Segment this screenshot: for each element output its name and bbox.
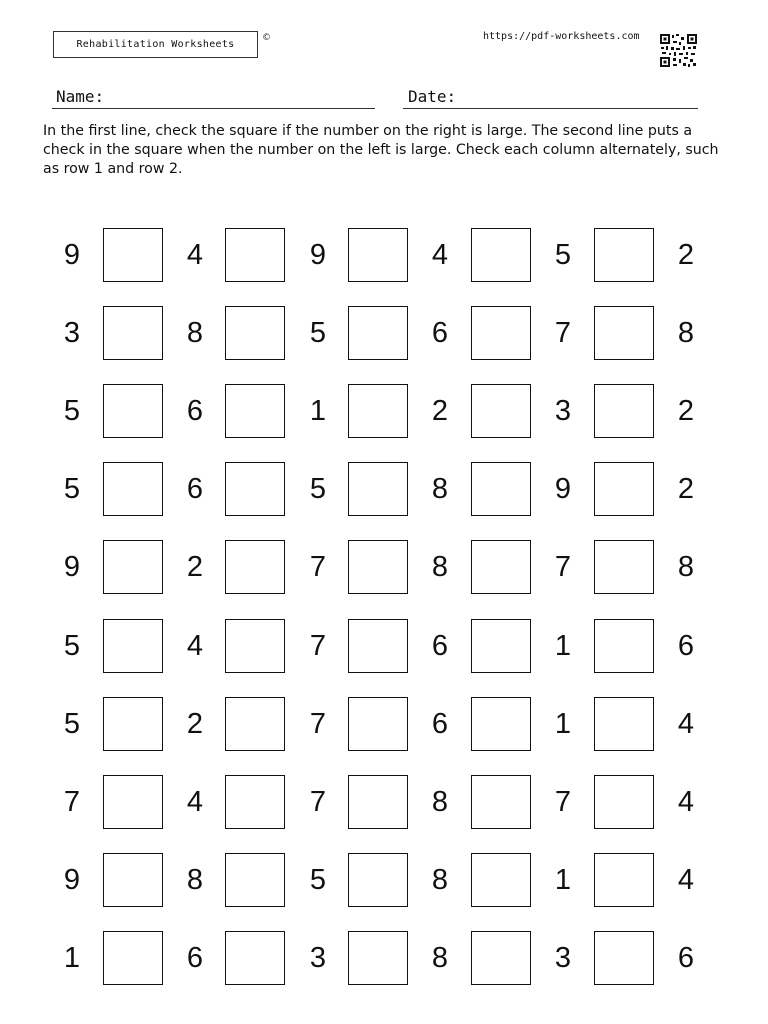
row-4-checkbox-2[interactable] xyxy=(225,462,285,516)
row-6-checkbox-2[interactable] xyxy=(225,619,285,673)
row-3-checkbox-1[interactable] xyxy=(103,384,163,438)
row-9-number-3: 5 xyxy=(309,863,327,896)
row-1-checkbox-5[interactable] xyxy=(594,228,654,282)
row-1-checkbox-2[interactable] xyxy=(225,228,285,282)
row-9-number-5: 1 xyxy=(554,863,572,896)
row-4-checkbox-4[interactable] xyxy=(471,462,531,516)
row-2-number-6: 8 xyxy=(677,317,695,350)
row-3-checkbox-3[interactable] xyxy=(348,384,408,438)
row-2-number-1: 3 xyxy=(63,317,81,350)
row-6-checkbox-4[interactable] xyxy=(471,619,531,673)
row-3-checkbox-4[interactable] xyxy=(471,384,531,438)
row-7-number-1: 5 xyxy=(63,707,81,740)
row-8-number-3: 7 xyxy=(309,785,327,818)
row-10-number-1: 1 xyxy=(63,941,81,974)
row-1-checkbox-1[interactable] xyxy=(103,228,163,282)
row-6-number-6: 6 xyxy=(677,629,695,662)
row-2-checkbox-2[interactable] xyxy=(225,306,285,360)
row-9-number-2: 8 xyxy=(186,863,204,896)
row-3-number-4: 2 xyxy=(431,395,449,428)
row-1-number-6: 2 xyxy=(677,239,695,271)
row-9-checkbox-1[interactable] xyxy=(103,853,163,907)
row-6-number-1: 5 xyxy=(63,629,81,662)
row-4-checkbox-5[interactable] xyxy=(594,462,654,516)
row-1-checkbox-3[interactable] xyxy=(348,228,408,282)
row-10-checkbox-2[interactable] xyxy=(225,931,285,985)
row-4-checkbox-1[interactable] xyxy=(103,462,163,516)
row-8-checkbox-3[interactable] xyxy=(348,775,408,829)
row-2-number-2: 8 xyxy=(186,317,204,350)
row-10-checkbox-1[interactable] xyxy=(103,931,163,985)
row-1-checkbox-4[interactable] xyxy=(471,228,531,282)
row-8-number-2: 4 xyxy=(186,785,204,818)
row-8-checkbox-4[interactable] xyxy=(471,775,531,829)
row-3-number-5: 3 xyxy=(554,395,572,428)
row-6-number-5: 1 xyxy=(554,629,572,662)
row-5-number-6: 8 xyxy=(677,551,695,584)
row-2-number-5: 7 xyxy=(554,317,572,350)
name-label: Name: xyxy=(56,87,105,106)
row-8-number-4: 8 xyxy=(431,785,449,818)
row-6-number-2: 4 xyxy=(186,629,204,662)
row-8-checkbox-1[interactable] xyxy=(103,775,163,829)
row-6-number-3: 7 xyxy=(309,629,327,662)
row-5-number-2: 2 xyxy=(186,551,204,584)
row-9-checkbox-2[interactable] xyxy=(225,853,285,907)
worksheet-title: Rehabilitation Worksheets xyxy=(53,31,258,58)
row-3-number-2: 6 xyxy=(186,395,204,428)
row-9-checkbox-4[interactable] xyxy=(471,853,531,907)
row-3-number-3: 1 xyxy=(309,395,327,428)
row-5-number-1: 9 xyxy=(63,551,81,584)
row-10-checkbox-3[interactable] xyxy=(348,931,408,985)
row-9-number-1: 9 xyxy=(63,863,81,896)
date-line[interactable] xyxy=(403,108,698,109)
row-7-number-3: 7 xyxy=(309,707,327,740)
row-10-number-4: 8 xyxy=(431,941,449,974)
row-2-number-3: 5 xyxy=(309,317,327,350)
copyright-mark: © xyxy=(262,33,271,43)
row-5-number-4: 8 xyxy=(431,551,449,584)
row-3-number-6: 2 xyxy=(677,395,695,428)
row-2-number-4: 6 xyxy=(431,317,449,350)
row-4-checkbox-3[interactable] xyxy=(348,462,408,516)
row-5-checkbox-1[interactable] xyxy=(103,540,163,594)
row-6-checkbox-5[interactable] xyxy=(594,619,654,673)
row-1-number-2: 4 xyxy=(186,239,204,271)
row-8-number-6: 4 xyxy=(677,785,695,818)
row-2-checkbox-4[interactable] xyxy=(471,306,531,360)
row-7-checkbox-1[interactable] xyxy=(103,697,163,751)
row-7-number-5: 1 xyxy=(554,707,572,740)
row-7-number-2: 2 xyxy=(186,707,204,740)
row-10-checkbox-4[interactable] xyxy=(471,931,531,985)
row-4-number-3: 5 xyxy=(309,473,327,506)
row-3-checkbox-5[interactable] xyxy=(594,384,654,438)
row-8-number-5: 7 xyxy=(554,785,572,818)
row-5-checkbox-4[interactable] xyxy=(471,540,531,594)
row-6-checkbox-1[interactable] xyxy=(103,619,163,673)
row-9-checkbox-3[interactable] xyxy=(348,853,408,907)
row-4-number-2: 6 xyxy=(186,473,204,506)
row-9-number-6: 4 xyxy=(677,863,695,896)
row-10-number-6: 6 xyxy=(677,941,695,974)
row-8-checkbox-2[interactable] xyxy=(225,775,285,829)
row-4-number-1: 5 xyxy=(63,473,81,506)
row-7-checkbox-3[interactable] xyxy=(348,697,408,751)
row-9-number-4: 8 xyxy=(431,863,449,896)
row-1-number-1: 9 xyxy=(63,239,81,271)
row-5-checkbox-3[interactable] xyxy=(348,540,408,594)
row-10-number-2: 6 xyxy=(186,941,204,974)
date-label: Date: xyxy=(408,87,457,106)
row-6-number-4: 6 xyxy=(431,629,449,662)
qr-code-icon xyxy=(659,33,698,68)
row-7-checkbox-2[interactable] xyxy=(225,697,285,751)
name-line[interactable] xyxy=(52,108,375,109)
row-7-checkbox-4[interactable] xyxy=(471,697,531,751)
row-1-number-3: 9 xyxy=(309,239,327,271)
row-5-checkbox-5[interactable] xyxy=(594,540,654,594)
row-10-number-3: 3 xyxy=(309,941,327,974)
row-3-number-1: 5 xyxy=(63,395,81,428)
row-6-checkbox-3[interactable] xyxy=(348,619,408,673)
row-10-number-5: 3 xyxy=(554,941,572,974)
row-5-number-5: 7 xyxy=(554,551,572,584)
row-8-number-1: 7 xyxy=(63,785,81,818)
row-5-checkbox-2[interactable] xyxy=(225,540,285,594)
row-5-number-3: 7 xyxy=(309,551,327,584)
row-4-number-5: 9 xyxy=(554,473,572,506)
row-2-checkbox-3[interactable] xyxy=(348,306,408,360)
row-8-checkbox-5[interactable] xyxy=(594,775,654,829)
row-9-checkbox-5[interactable] xyxy=(594,853,654,907)
row-7-checkbox-5[interactable] xyxy=(594,697,654,751)
instructions-text: In the first line, check the square if the number on the right is large. The second line puts a check in the square when the number on the left is large. Check each column alternately, such as row 1 and row 2. xyxy=(43,123,719,177)
row-3-checkbox-2[interactable] xyxy=(225,384,285,438)
row-7-number-6: 4 xyxy=(677,707,695,740)
row-1-number-5: 5 xyxy=(554,239,572,271)
row-7-number-4: 6 xyxy=(431,707,449,740)
row-2-checkbox-5[interactable] xyxy=(594,306,654,360)
row-10-checkbox-5[interactable] xyxy=(594,931,654,985)
site-url: https://pdf-worksheets.com xyxy=(483,31,640,42)
row-4-number-6: 2 xyxy=(677,473,695,506)
row-4-number-4: 8 xyxy=(431,473,449,506)
row-2-checkbox-1[interactable] xyxy=(103,306,163,360)
row-1-number-4: 4 xyxy=(431,239,449,271)
